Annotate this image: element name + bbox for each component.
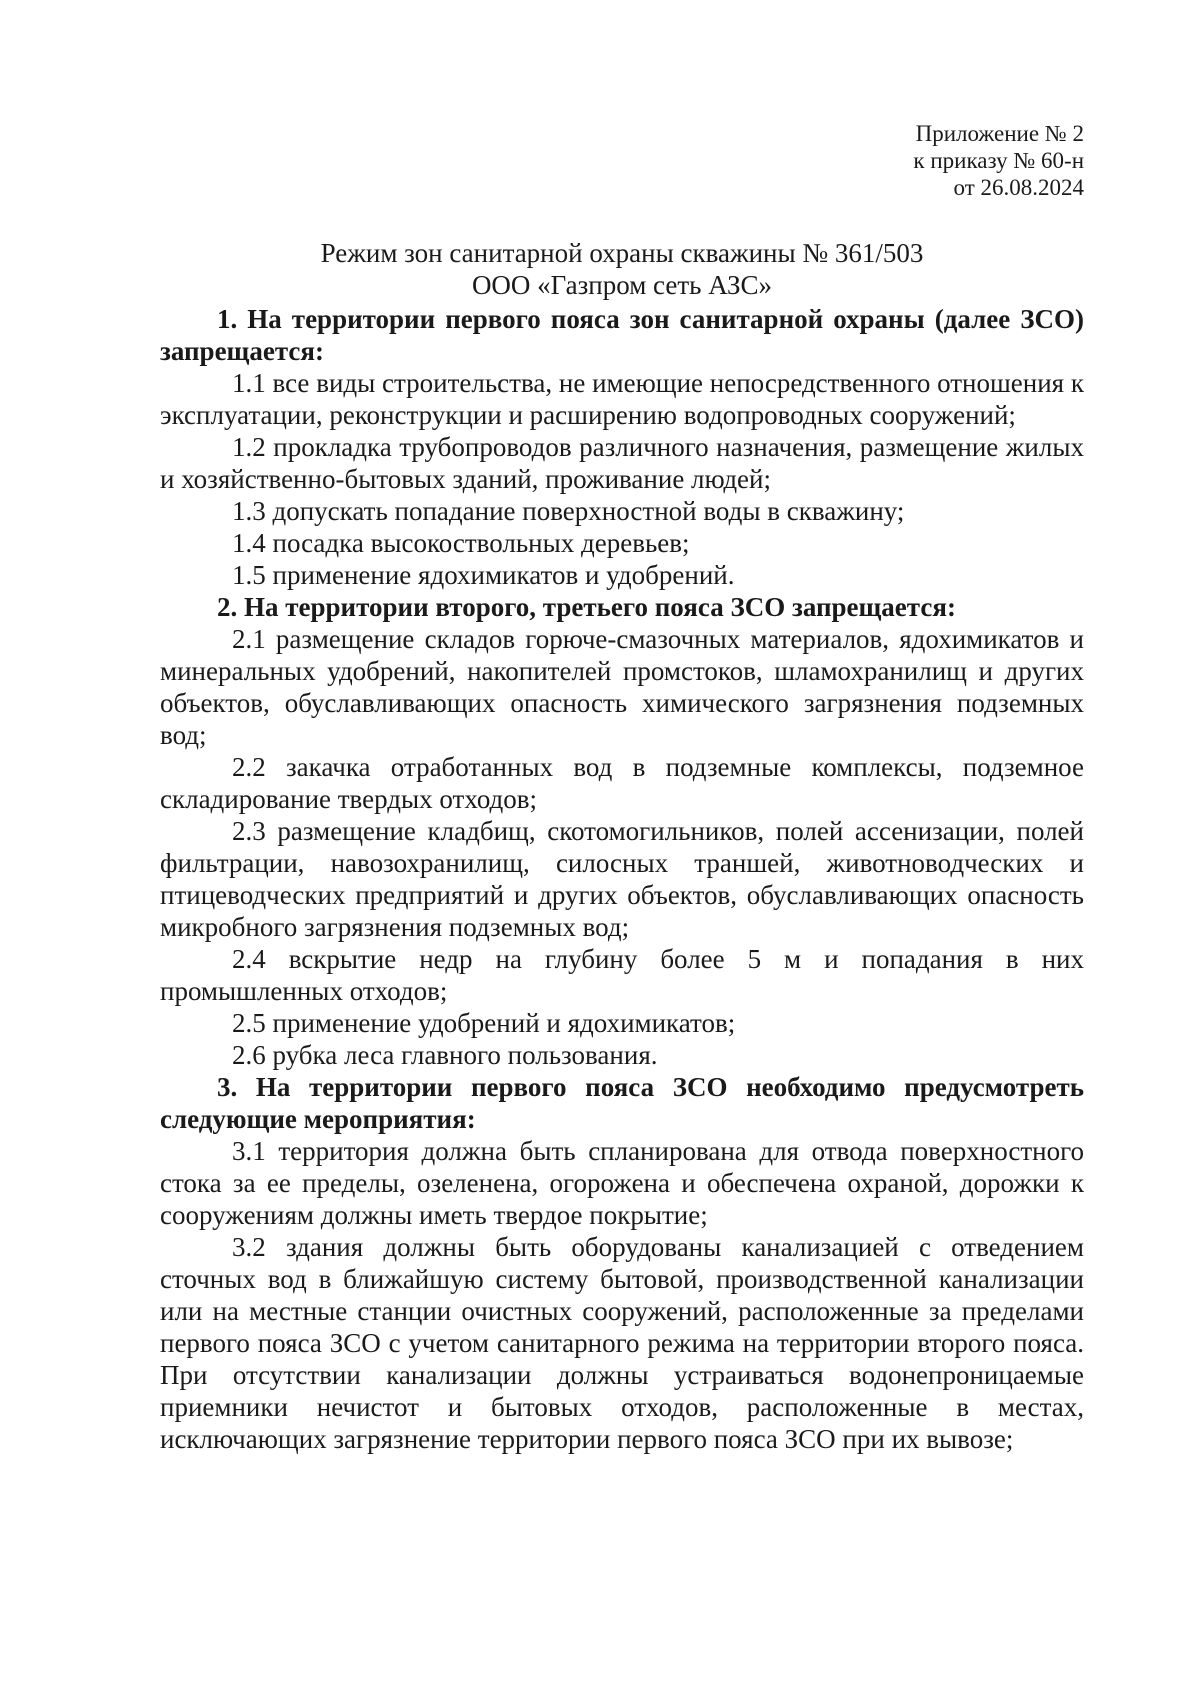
section-3 (160, 1071, 1084, 1455)
list-item: 2.3 размещение кладбищ, скотомогильников, полей ассенизации, полей фильтрации, навозохранилищ, силосных траншей, животноводческих и птицеводческих предприятий и других объектов, обуславливающих опасность микробного загрязнения подземных вод; (160, 816, 1084, 942)
section-heading: 3. На территории первого пояса ЗСО необходимо предусмотреть следующие мероприятия: (160, 1072, 1084, 1134)
section-1 (160, 303, 1084, 591)
appendix-number: Приложение № 2 (915, 121, 1084, 146)
order-date: от 26.08.2024 (953, 175, 1084, 200)
order-number: к приказу № 60-н (913, 148, 1084, 173)
list-item: 3.2 здания должны быть оборудованы канализацией с отведением сточных вод в ближайшую систему бытовой, производственной канализации или на местные станции очистных сооружений, расположенные за пределами первого пояса ЗСО с учетом санитарного режима на территории второго пояса. При отсутствии канализации должны устраиваться водонепроницаемые приемники нечистот и бытовых отходов, расположенные в местах, исключающих загрязнение территории первого пояса ЗСО при их вывозе; (160, 1232, 1084, 1454)
document-title (160, 237, 1084, 301)
list-item: 2.5 применение удобрений и ядохимикатов; (232, 1008, 736, 1038)
list-item: 1.1 все виды строительства, не имеющие непосредственного отношения к эксплуатации, реконструкции и расширению водопроводных сооружений; (160, 368, 1084, 430)
section-2 (160, 591, 1084, 1071)
title-line-1: Режим зон санитарной охраны скважины № 361/503 (320, 238, 924, 268)
list-item: 1.5 применение ядохимикатов и удобрений. (232, 560, 735, 590)
list-item: 1.3 допускать попадание поверхностной воды в скважину; (232, 496, 905, 526)
section-heading: 2. На территории второго, третьего пояса ЗСО запрещается: (217, 592, 956, 622)
list-item: 2.4 вскрытие недр на глубину более 5 м и попадания в них промышленных отходов; (160, 944, 1084, 1006)
list-item: 3.1 территория должна быть спланирована для отвода поверхностного стока за ее пределы, озеленена, огорожена и обеспечена охраной, дорожки к сооружениям должны иметь твердое покрытие; (160, 1136, 1084, 1230)
title-line-2: ООО «Газпром сеть АЗС» (471, 270, 773, 300)
section-heading: 1. На территории первого пояса зон санитарной охраны (далее ЗСО) запрещается: (160, 304, 1084, 366)
list-item: 1.4 посадка высокоствольных деревьев; (232, 528, 690, 558)
list-item: 2.2 закачка отработанных вод в подземные комплексы, подземное складирование твердых отходов; (160, 752, 1084, 814)
list-item: 2.1 размещение складов горюче-смазочных материалов, ядохимикатов и минеральных удобрений, накопителей промстоков, шламохранилищ и других объектов, обуславливающих опасность химического загрязнения подземных вод; (160, 624, 1084, 750)
list-item: 1.2 прокладка трубопроводов различного назначения, размещение жилых и хозяйственно-бытовых зданий, проживание людей; (160, 432, 1084, 494)
appendix-reference (160, 120, 1084, 201)
list-item: 2.6 рубка леса главного пользования. (232, 1040, 658, 1070)
